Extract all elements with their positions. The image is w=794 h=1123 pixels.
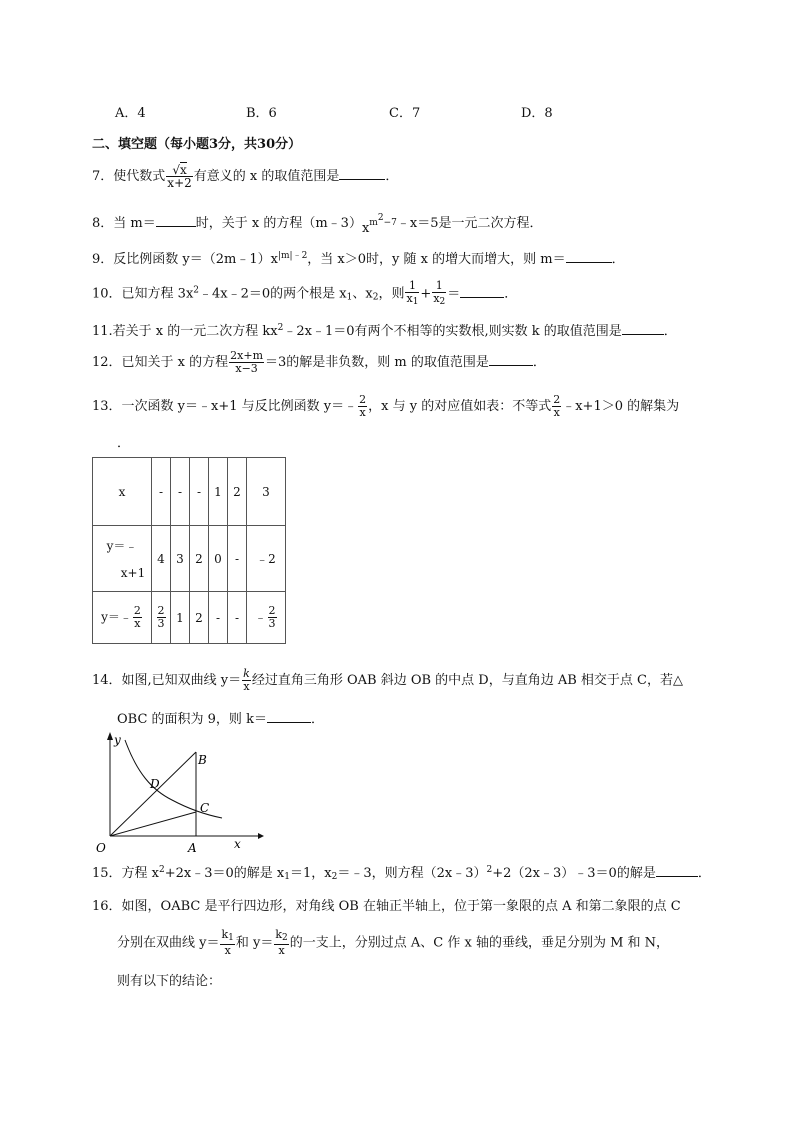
table-cell: 3 — [171, 526, 190, 592]
table-cell: - — [190, 458, 209, 526]
label-d: D — [150, 777, 160, 791]
label-a: A — [188, 841, 197, 854]
label-c: C — [200, 801, 210, 815]
question-15: 15．方程 $x^2+2x﹣3=0$的解是 $x_1=1$，$x_2=﹣3$，则方程（2x﹣3）$^2$+2（2x﹣3）﹣3＝0的解是 ． — [92, 865, 711, 882]
question-10: 10．已知方程 $3x^2﹣4x﹣2=0$的两个根是 $x_1$、$x_2$，则 $\frac{1}{x_1}$ + $\frac{1}{x_2}$ ＝ ． — [92, 279, 518, 307]
question-16-line2: 分别在双曲线 y＝ $\frac{k_1}{x}$ 和 y＝ $\frac{k_2}{x}$ 的一支上，分别过点 A、C 作 x 轴的垂线，垂足分别为 M 和 N， — [117, 928, 670, 957]
question-14: 14．如图,已知双曲线 y＝ $\frac{k}{x}$ 经过直角三角形 OAB 斜边 OB 的中点 D，与直角边 AB 相交于点 C，若△ — [92, 667, 684, 693]
table-cell: 2 — [190, 526, 209, 592]
table-cell: - — [228, 526, 247, 592]
option-d: D．8 — [521, 106, 553, 121]
table-row — [93, 526, 286, 592]
table-cell: 1 — [209, 458, 228, 526]
question-7: 7．使代数式 $\frac{√x}{x+2}$ 有意义的 x 的取值范围是 ． — [92, 163, 399, 190]
table-cell: y＝﹣ $\frac{2}{x}$ — [93, 592, 152, 644]
table-row — [93, 458, 286, 526]
question-14-line2: OBC 的面积为 9，则 k＝ ． — [117, 712, 324, 727]
option-c: C．7 — [389, 106, 421, 121]
table-cell: 3 — [247, 458, 286, 526]
table-cell: ﹣2 — [247, 526, 286, 592]
question-16: 16．如图，OABC 是平行四边形，对角线 OB 在轴正半轴上，位于第一象限的点 A 和第二象限的点 C — [92, 899, 681, 914]
table-cell: 1 — [171, 592, 190, 644]
question-13: 13．一次函数 y＝﹣x+1 与反比例函数 y＝﹣ $\frac{2}{x}$ ，x 与 y 的对应值如表：不等式 $\frac{2}{x}$ ﹣x+1＞0 的解集为 — [92, 393, 680, 419]
question-12: 12．已知关于 x 的方程 $\frac{2x+m}{x-3}$ ＝3的解是非负数，则 m 的取值范围是 ． — [92, 349, 546, 375]
table-cell: - — [209, 592, 228, 644]
question-9: 9．反比例函数 $y=(2m﹣1)x^{|m|﹣2}$，当 x＞0时，y 随 x 的增大而增大，则 m＝ ． — [92, 251, 625, 267]
table-cell: $\frac{2}{3}$ — [152, 592, 171, 644]
option-b: B．6 — [246, 106, 277, 121]
question-8: 8．当 m＝ 时，关于 x 的方程$(m﹣3)x^{m^2-7}﹣x=5$是一元二次方程． — [92, 213, 543, 236]
table-cell: 2 — [190, 592, 209, 644]
label-y: y — [114, 733, 121, 747]
table-cell: ﹣ $\frac{2}{3}$ — [247, 592, 286, 644]
table-cell: 2 — [228, 458, 247, 526]
question-11: 11.若关于 x 的一元二次方程 $kx^2﹣2x﹣1=0$有两个不相等的实数根,则实数 k 的取值范围是 ． — [92, 323, 677, 339]
table-cell: - — [228, 592, 247, 644]
table-cell: y＝﹣ x+1 — [93, 526, 152, 592]
label-x: x — [234, 837, 241, 851]
table-cell: 0 — [209, 526, 228, 592]
option-a: A．4 — [115, 106, 146, 121]
question-13-end: ． — [117, 436, 131, 451]
question-16-line3: 则有以下的结论： — [117, 974, 222, 989]
table-cell: x — [93, 458, 152, 526]
table-row — [93, 592, 286, 644]
label-b: B — [198, 753, 207, 767]
label-o: O — [96, 841, 106, 854]
hyperbola-figure — [92, 728, 272, 854]
table-cell: 4 — [152, 526, 171, 592]
section-title: 二、填空题（每小题3分，共30分） — [92, 137, 302, 152]
table-cell: - — [171, 458, 190, 526]
value-table — [92, 457, 286, 644]
table-cell: - — [152, 458, 171, 526]
